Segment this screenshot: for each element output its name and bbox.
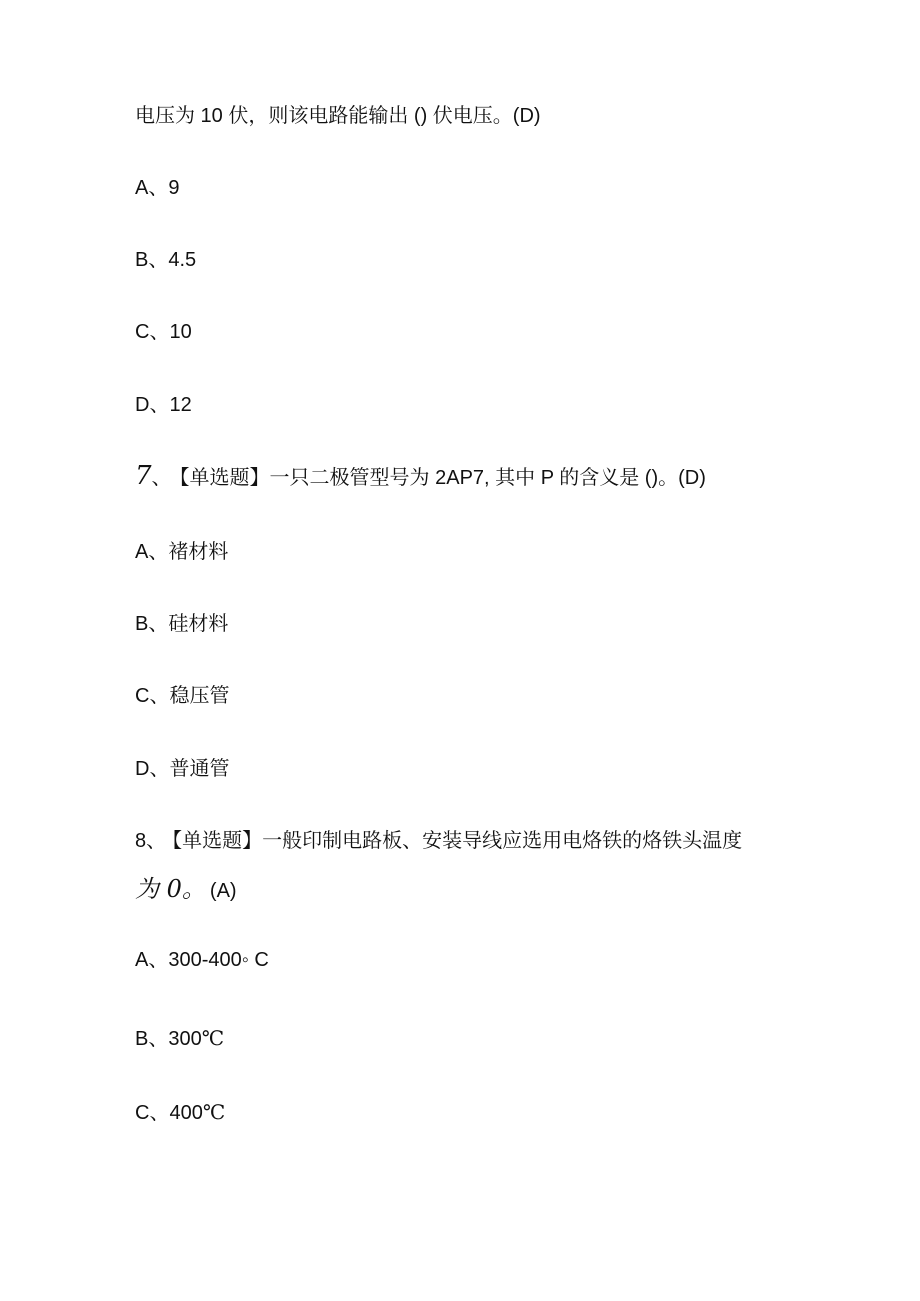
option-text: 褚材料 [168,541,229,563]
q7-option-a [135,539,228,565]
q6-option-c [135,319,192,345]
q7-option-b [135,611,228,637]
option-text: 9 [168,177,180,199]
option-unit: ℃ [201,1026,225,1050]
option-label: C、 [135,1102,170,1124]
q8-stem-line1-text: 【单选题】一般印制电路板、安装导线应选用电烙铁的烙铁头温度 [172,830,743,852]
option-value: 400 [169,1102,203,1124]
option-unit: ℃ [202,1100,226,1124]
q8-option-a [135,947,269,973]
q8-option-c [135,1099,225,1126]
option-label: D、 [135,394,170,416]
q8-stem-line2 [135,876,237,904]
q8-stem-line2-lead: 为 0。 [135,875,206,903]
q6-option-d [135,392,192,418]
q8-number: 8、 [135,830,167,852]
option-text: 4.5 [168,249,197,271]
option-label: A、 [135,177,169,199]
option-text: 10 [169,321,192,343]
q7-number: 7 [135,461,152,491]
q7-separator: 、 [151,467,172,489]
option-value: 300 [168,1028,202,1050]
q7-stem-line [135,463,706,491]
option-label: C、 [135,685,170,707]
option-label: B、 [135,249,169,271]
option-label: B、 [135,1028,169,1050]
q8-stem-line1 [135,828,742,854]
q7-option-d [135,756,229,782]
option-label: B、 [135,613,169,635]
option-text: 硅材料 [168,613,229,635]
option-text: 300-400◦ C [168,949,269,971]
q8-option-b [135,1025,224,1052]
option-label: A、 [135,541,169,563]
q6-stem-tail: 电压为 10 伏，则该电路能输出 () 伏电压。(D) [135,105,541,127]
q7-stem: 【单选题】一只二极管型号为 2AP7, 其中 P 的含义是 ()。(D) [179,467,706,489]
q7-option-c [135,683,229,709]
q6-option-a [135,175,179,201]
option-label: D、 [135,758,170,780]
option-text: 稳压管 [169,685,230,707]
option-label: A、 [135,949,169,971]
option-label: C、 [135,321,170,343]
q6-option-b [135,247,196,273]
q8-answer: (A) [209,880,237,902]
option-text: 12 [169,394,192,416]
option-text: 普通管 [169,758,230,780]
